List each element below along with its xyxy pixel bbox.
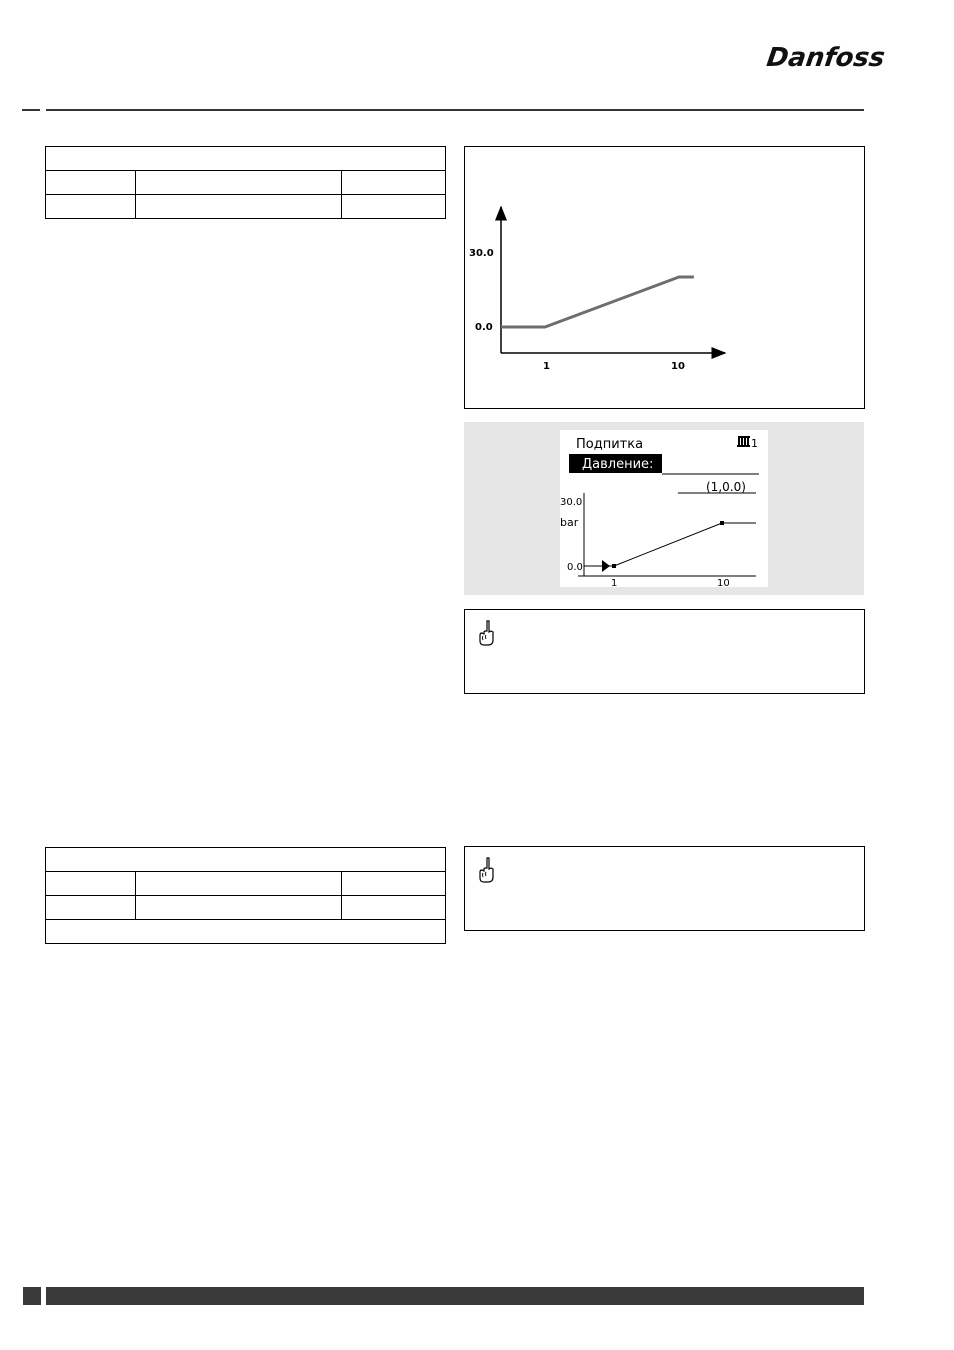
danfoss-logo — [764, 36, 887, 76]
circuit-indicator: 1 — [751, 437, 758, 450]
table-title — [46, 147, 446, 171]
lcd-unit-label: bar — [560, 516, 579, 529]
table-title — [46, 848, 446, 872]
table-footer — [46, 920, 446, 944]
lcd-curve-point[interactable] — [720, 521, 724, 525]
controller-display-panel — [464, 422, 864, 595]
table-cell — [342, 896, 446, 920]
note-box — [464, 609, 865, 694]
y-tick-label-top: 30.0 — [469, 248, 494, 259]
pressure-curve-chart — [464, 146, 865, 409]
table-row — [46, 872, 446, 896]
table-cell — [342, 171, 446, 195]
table-cell — [342, 195, 446, 219]
pointing-hand-icon — [477, 620, 497, 646]
table-cell — [136, 896, 342, 920]
table-cell — [342, 872, 446, 896]
lcd-x-right-label: 10 — [717, 578, 730, 589]
table-cell — [46, 896, 136, 920]
lcd-cursor-arrow-icon — [602, 560, 610, 572]
x-tick-label-right: 10 — [671, 361, 685, 372]
logo-text: Danfoss — [764, 43, 887, 73]
header-rule-short — [22, 109, 40, 111]
lcd-x-left-label: 1 — [611, 578, 618, 589]
footer-bar — [46, 1287, 864, 1305]
x-tick-label-left: 1 — [543, 361, 550, 372]
lcd-y-bottom-label: 0.0 — [567, 562, 583, 573]
display-title: Подпитка — [576, 437, 644, 452]
parameter-table-bottom — [45, 847, 446, 944]
table-cell — [136, 195, 342, 219]
selected-item-label[interactable]: Давление: — [582, 457, 654, 472]
table-cell — [46, 171, 136, 195]
radiator-icon — [737, 436, 750, 447]
parameter-table-top — [45, 146, 446, 219]
table-cell — [46, 195, 136, 219]
table-row — [46, 195, 446, 219]
footer-page-marker — [23, 1287, 41, 1305]
table-cell — [136, 872, 342, 896]
table-cell — [46, 872, 136, 896]
lcd-screen — [560, 430, 768, 587]
header-rule — [46, 109, 864, 111]
table-cell — [136, 171, 342, 195]
coordinates-readout: (1,0.0) — [706, 480, 746, 494]
table-row — [46, 171, 446, 195]
chart-svg — [465, 147, 864, 408]
lcd-y-top-label: 30.0 — [560, 497, 583, 508]
pointing-hand-icon — [477, 857, 497, 883]
y-tick-label-bottom: 0.0 — [475, 322, 493, 333]
series-line-0 — [501, 277, 694, 327]
lcd-curve-line — [614, 523, 756, 566]
note-box — [464, 846, 865, 931]
table-row — [46, 896, 446, 920]
lcd-curve-point[interactable] — [612, 564, 616, 568]
